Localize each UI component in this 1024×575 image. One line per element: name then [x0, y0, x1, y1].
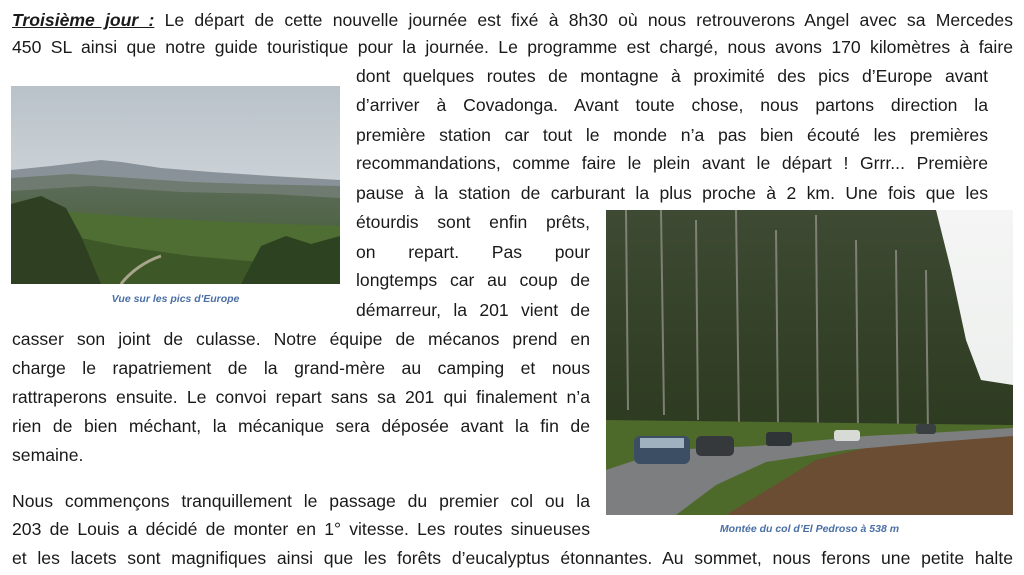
text-line-8: étourdis sont enfin prêts, [356, 212, 590, 232]
road-photo-illustration [606, 210, 1013, 515]
text-line-5: première station car tout le monde n’a pas bien écouté les premières [356, 125, 988, 145]
text-line-15: rien de bien méchant, la mécanique sera déposée avant la fin de [12, 416, 590, 436]
text-line-10: longtemps car au coup de [356, 270, 590, 290]
text-line-16: semaine. [12, 445, 84, 465]
text-line-4: d’arriver à Covadonga. Avant toute chose, nous partons direction la [356, 95, 988, 115]
road-caption: Montée du col d’El Pedroso à 538 m [719, 523, 900, 535]
mountains-photo [11, 86, 340, 284]
text-line-18: 203 de Louis a décidé de monter en 1° vitesse. Les routes sinueuses [12, 519, 590, 539]
section-lead: Troisième jour : [12, 10, 155, 30]
text-line-3: dont quelques routes de montagne à proximité des pics d’Europe avant [356, 66, 988, 86]
text-line-7: pause à la station de carburant la plus proche à 2 km. Une fois que les [356, 183, 988, 203]
mountains-caption: Vue sur les pics d'Europe [111, 293, 240, 305]
text-line-11: démarreur, la 201 vient de [356, 300, 590, 320]
text-line-17: Nous commençons tranquillement le passage du premier col ou la [12, 491, 590, 511]
text-line-1: Troisième jour : Le départ de cette nouvelle journée est fixé à 8h30 où nous retrouverons Angel avec sa Mercedes [12, 10, 1013, 30]
text-line-2: 450 SL ainsi que notre guide touristique pour la journée. Le programme est chargé, nous avons 170 kilomètres à faire [12, 37, 1013, 57]
text-line-14: rattraperons ensuite. Le convoi repart sans sa 201 qui finalement n’a [12, 387, 590, 407]
text-line-9: on repart. Pas pour [356, 242, 590, 262]
text-line-13: charge le rapatriement de la grand-mère au camping et nous [12, 358, 590, 378]
road-photo [606, 210, 1013, 515]
text-line-19: et les lacets sont magnifiques ainsi que les forêts d’eucalyptus étonnantes. Au sommet, nous ferons une petite halte [12, 548, 1013, 568]
mountains-photo-illustration [11, 86, 340, 284]
text-line-12: casser son joint de culasse. Notre équipe de mécanos prend en [12, 329, 590, 349]
text-line-6: recommandations, comme faire le plein avant le départ ! Grrr... Première [356, 153, 988, 173]
